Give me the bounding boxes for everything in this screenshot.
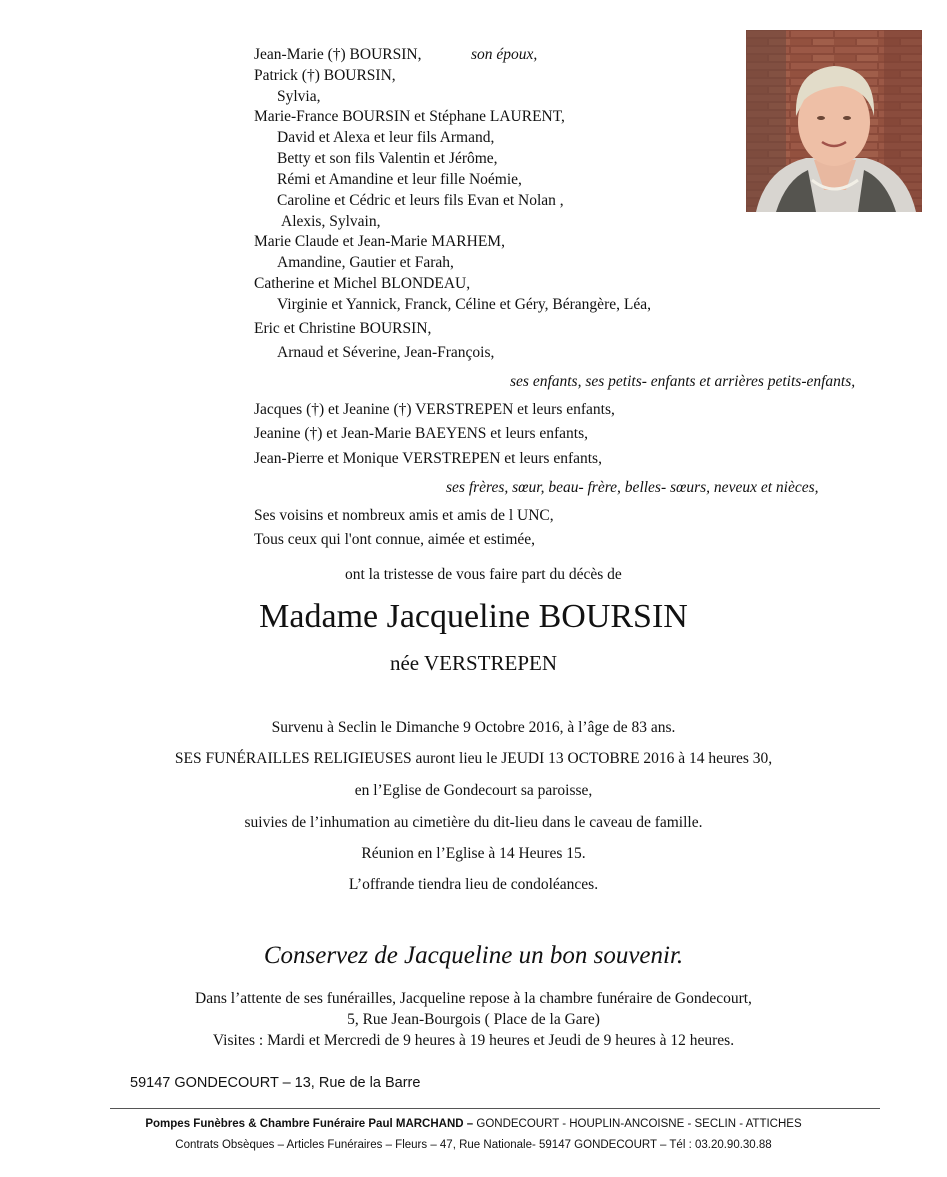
family-line: Eric et Christine BOURSIN,	[254, 320, 432, 337]
footer-company	[0, 1116, 947, 1132]
detail-line: suivies de l’inhumation au cimetière du dit-lieu dans le caveau de famille.	[244, 814, 703, 831]
family-line: Alexis, Sylvain,	[281, 213, 381, 230]
spouse-label: son époux,	[471, 46, 538, 63]
family-line: Patrick (†) BOURSIN,	[254, 67, 396, 84]
family-line: Jean-Marie (†) BOURSIN,	[254, 46, 422, 63]
family-line: Jeanine (†) et Jean-Marie BAEYENS et leurs enfants,	[254, 425, 588, 442]
family-line: Ses voisins et nombreux amis et amis de l UNC,	[254, 507, 554, 524]
visit-line: Visites : Mardi et Mercredi de 9 heures à 19 heures et Jeudi de 9 heures à 12 heures.	[212, 1032, 735, 1049]
family-line: Marie Claude et Jean-Marie MARHEM,	[254, 233, 505, 250]
family-line: Virginie et Yannick, Franck, Céline et Géry, Bérangère, Léa,	[277, 296, 651, 313]
souvenir-message: Conservez de Jacqueline un bon souvenir.	[263, 942, 684, 969]
family-line: Rémi et Amandine et leur fille Noémie,	[277, 171, 522, 188]
deceased-name: Madame Jacqueline BOURSIN	[259, 598, 688, 635]
detail-line: Survenu à Seclin le Dimanche 9 Octobre 2016, à l’âge de 83 ans.	[271, 719, 676, 736]
footer-services: Contrats Obsèques – Articles Funéraires – Fleurs – 47, Rue Nationale- 59147 GONDECOURT – Tél : 03.20.90.30.88	[175, 1139, 772, 1151]
family-line: Jacques (†) et Jeanine (†) VERSTREPEN et leurs enfants,	[254, 401, 615, 418]
family-line: Sylvia,	[277, 88, 321, 105]
company-towns: GONDECOURT - HOUPLIN-ANCOISNE - SECLIN - ATTICHES	[473, 1118, 802, 1130]
family-line: Tous ceux qui l'ont connue, aimée et estimée,	[254, 531, 536, 548]
detail-line: SES FUNÉRAILLES RELIGIEUSES auront lieu le JEUDI 13 OCTOBRE 2016 à 14 heures 30,	[174, 750, 773, 767]
visit-line: Dans l’attente de ses funérailles, Jacqueline repose à la chambre funéraire de Gondecourt,	[195, 990, 752, 1007]
family-line: Arnaud et Séverine, Jean-François,	[277, 344, 495, 361]
company-name: Pompes Funèbres & Chambre Funéraire Paul MARCHAND –	[145, 1118, 474, 1130]
family-line: Marie-France BOURSIN et Stéphane LAURENT,	[254, 108, 565, 125]
address: 59147 GONDECOURT – 13, Rue de la Barre	[130, 1075, 421, 1091]
deceased-portrait-photo	[746, 30, 922, 212]
family-line: Jean-Pierre et Monique VERSTREPEN et leurs enfants,	[254, 450, 602, 467]
family-line: Catherine et Michel BLONDEAU,	[254, 275, 471, 292]
detail-line: en l’Eglise de Gondecourt sa paroisse,	[354, 782, 593, 799]
footer-divider	[110, 1108, 880, 1109]
family-line: Caroline et Cédric et leurs fils Evan et Nolan ,	[277, 192, 564, 209]
detail-line: Réunion en l’Eglise à 14 Heures 15.	[361, 845, 586, 862]
detail-line: L’offrande tiendra lieu de condoléances.	[348, 876, 599, 893]
siblings-label: ses frères, sœur, beau- frère, belles- sœurs, neveux et nièces,	[446, 479, 819, 496]
maiden-name: née VERSTREPEN	[389, 651, 558, 675]
children-label: ses enfants, ses petits- enfants et arrières petits-enfants,	[510, 373, 856, 390]
family-line: Amandine, Gautier et Farah,	[277, 254, 454, 271]
visit-line: 5, Rue Jean-Bourgois ( Place de la Gare)	[347, 1011, 600, 1028]
family-line: David et Alexa et leur fils Armand,	[277, 129, 495, 146]
announcement-intro: ont la tristesse de vous faire part du décès de	[345, 566, 622, 583]
family-line: Betty et son fils Valentin et Jérôme,	[277, 150, 498, 167]
